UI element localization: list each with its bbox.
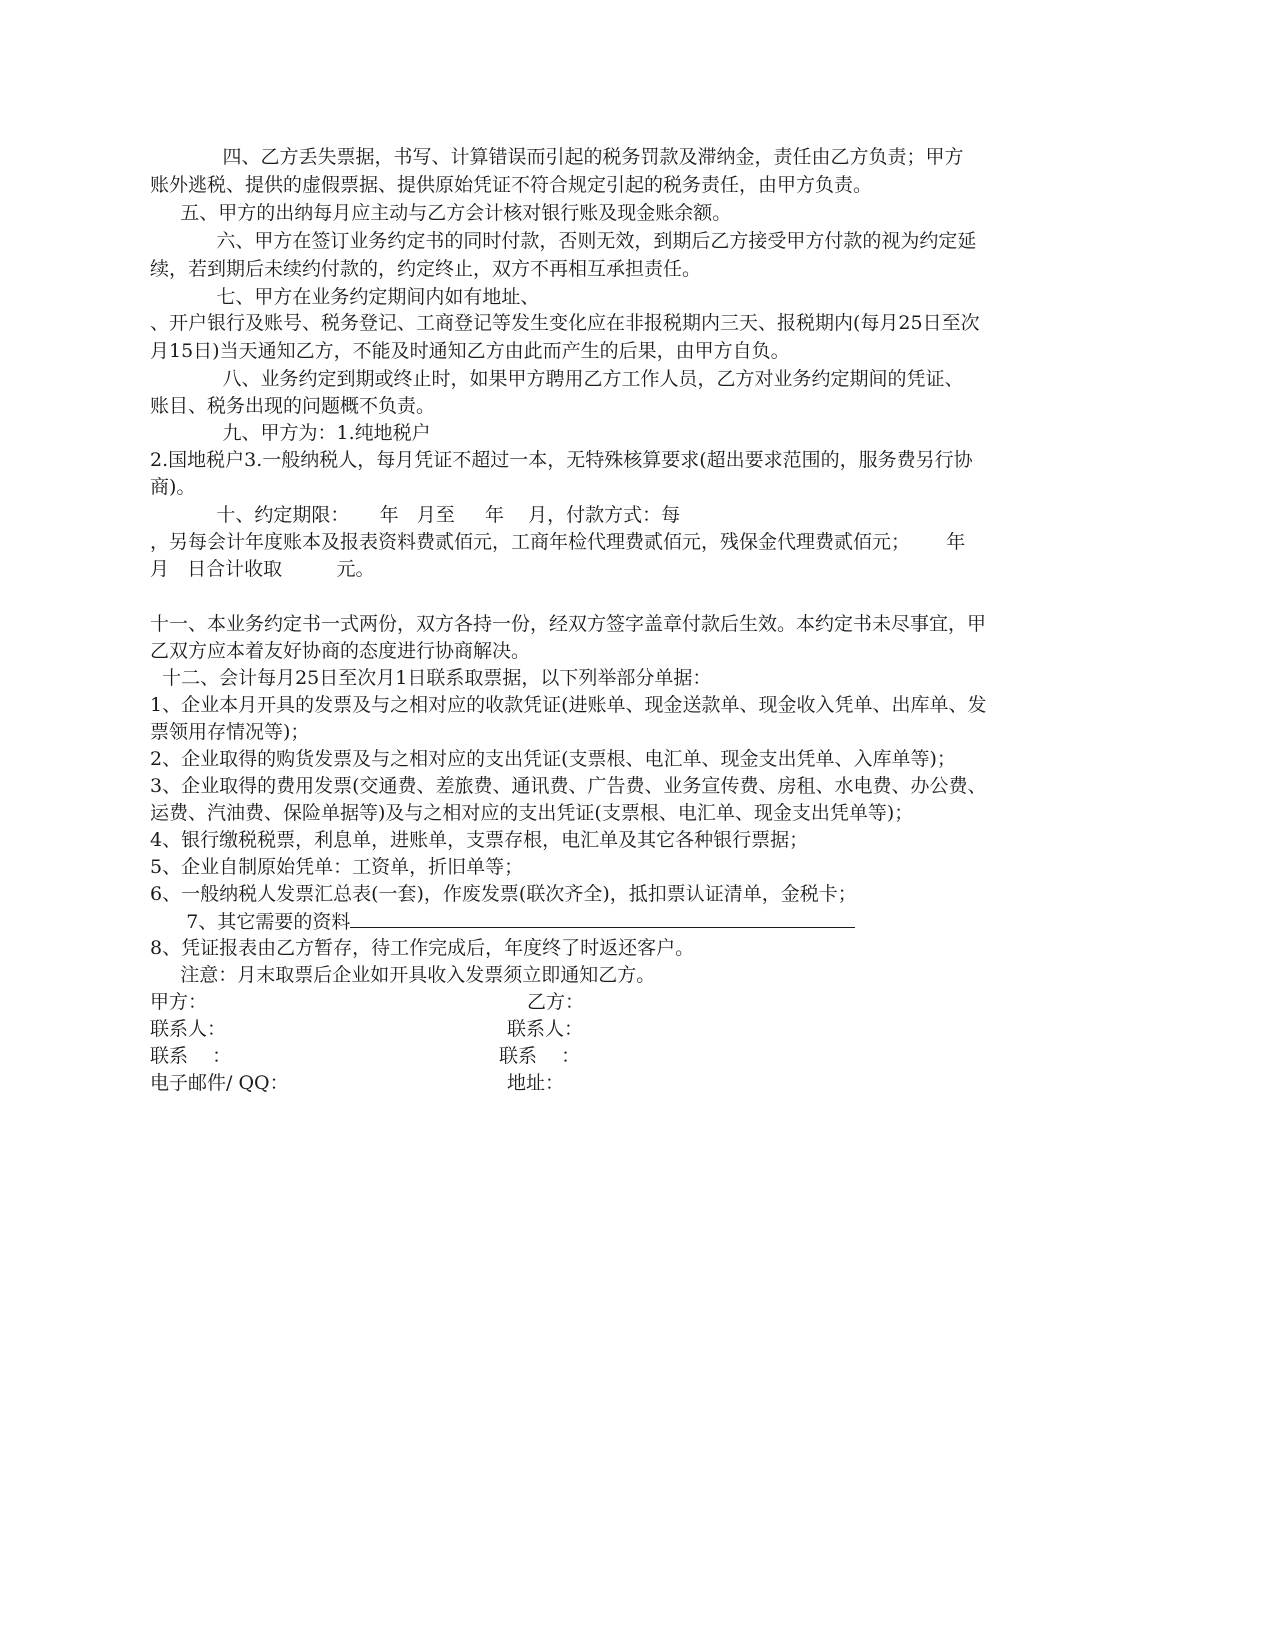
item-1-line-2: 票领用存情况等)； — [150, 721, 310, 743]
item-8: 8、凭证报表由乙方暂存，待工作完成后，年度终了时返还客户。 — [150, 937, 695, 959]
item-1-line-1: 1、企业本月开具的发票及与之相对应的收款凭证(进账单、现金送款单、现金收入凭单、出库单、发 — [150, 694, 987, 716]
party-a-phone-label: 联系 ： — [150, 1045, 232, 1067]
clause-8-line-2: 账目、税务出现的问题概不负责。 — [150, 395, 436, 417]
item-2: 2、企业取得的购货发票及与之相对应的支出凭证(支票根、电汇单、现金支出凭单、入库单等)； — [150, 748, 956, 770]
item-7-label: 7、其它需要的资料 — [150, 911, 351, 933]
item-3-line-2: 运费、汽油费、保险单据等)及与之相对应的支出凭证(支票根、电汇单、现金支出凭单等)； — [150, 802, 914, 824]
clause-4-line-1: 四、乙方丢失票据，书写、计算错误而引起的税务罚款及滞纳金，责任由乙方负责；甲方 — [150, 146, 964, 168]
item-6: 6、一般纳税人发票汇总表(一套)，作废发票(联次齐全)，抵扣票认证清单，金税卡； — [150, 883, 857, 905]
clause-10-line-2: ，另每会计年度账本及报表资料费贰佰元，工商年检代理费贰佰元，残保金代理费贰佰元； 年 — [150, 531, 966, 553]
clause-6-line-2: 续，若到期后未续约付款的，约定终止，双方不再相互承担责任。 — [150, 258, 702, 280]
party-b-phone-label: 联系 ： — [499, 1045, 581, 1067]
clause-8-line-1: 八、业务约定到期或终止时，如果甲方聘用乙方工作人员，乙方对业务约定期间的凭证、 — [150, 368, 964, 390]
clause-11-line-2: 乙双方应本着友好协商的态度进行协商解决。 — [150, 640, 531, 662]
notice: 注意：月末取票后企业如开具收入发票须立即通知乙方。 — [150, 964, 656, 986]
party-b-address-label: 地址： — [507, 1072, 565, 1094]
clause-4-line-2: 账外逃税、提供的虚假票据、提供原始凭证不符合规定引起的税务责任，由甲方负责。 — [150, 174, 873, 196]
clause-12-intro: 十二、会计每月25日至次月1日联系取票据，以下列举部分单据： — [150, 667, 712, 689]
party-a-contact-label: 联系人： — [150, 1018, 227, 1040]
clause-5: 五、甲方的出纳每月应主动与乙方会计核对银行账及现金账余额。 — [150, 202, 732, 224]
clause-9-line-2: 2.国地税户3.一般纳税人，每月凭证不超过一本，无特殊核算要求(超出要求范围的，服务费另行协 — [150, 449, 973, 471]
party-b-label: 乙方： — [527, 991, 585, 1013]
clause-10-line-1: 十、约定期限： 年 月至 年 月，付款方式：每 — [150, 504, 681, 526]
clause-7-line-2: 、开户银行及账号、税务登记、工商登记等发生变化应在非报税期内三天、报税期内(每月25日至次 — [150, 312, 980, 334]
clause-11-line-1: 十一、本业务约定书一式两份，双方各持一份，经双方签字盖章付款后生效。本约定书未尽事宜，甲 — [150, 613, 987, 635]
party-a-label: 甲方： — [150, 991, 208, 1013]
clause-7-line-1: 七、甲方在业务约定期间内如有地址、 — [150, 286, 540, 308]
clause-6-line-1: 六、甲方在签订业务约定书的同时付款，否则无效，到期后乙方接受甲方付款的视为约定延 — [150, 230, 977, 252]
item-5: 5、企业自制原始凭单：工资单，折旧单等； — [150, 856, 524, 878]
party-b-contact-label: 联系人： — [507, 1018, 584, 1040]
party-a-email-label: 电子邮件/ QQ： — [150, 1072, 289, 1094]
item-3-line-1: 3、企业取得的费用发票(交通费、差旅费、通讯费、广告费、业务宣传费、房租、水电费、办公费、 — [150, 775, 987, 797]
clause-7-line-3: 月15日)当天通知乙方，不能及时通知乙方由此而产生的后果，由甲方自负。 — [150, 340, 790, 362]
clause-9-line-3: 商)。 — [150, 476, 196, 498]
item-7 — [150, 907, 1115, 935]
clause-10-line-3: 月 日合计收取 元。 — [150, 558, 375, 580]
item-7-fill-line — [350, 907, 855, 928]
item-4: 4、银行缴税税票，利息单，进账单，支票存根，电汇单及其它各种银行票据； — [150, 829, 809, 851]
clause-9-line-1: 九、甲方为：1.纯地税户 — [150, 422, 431, 444]
